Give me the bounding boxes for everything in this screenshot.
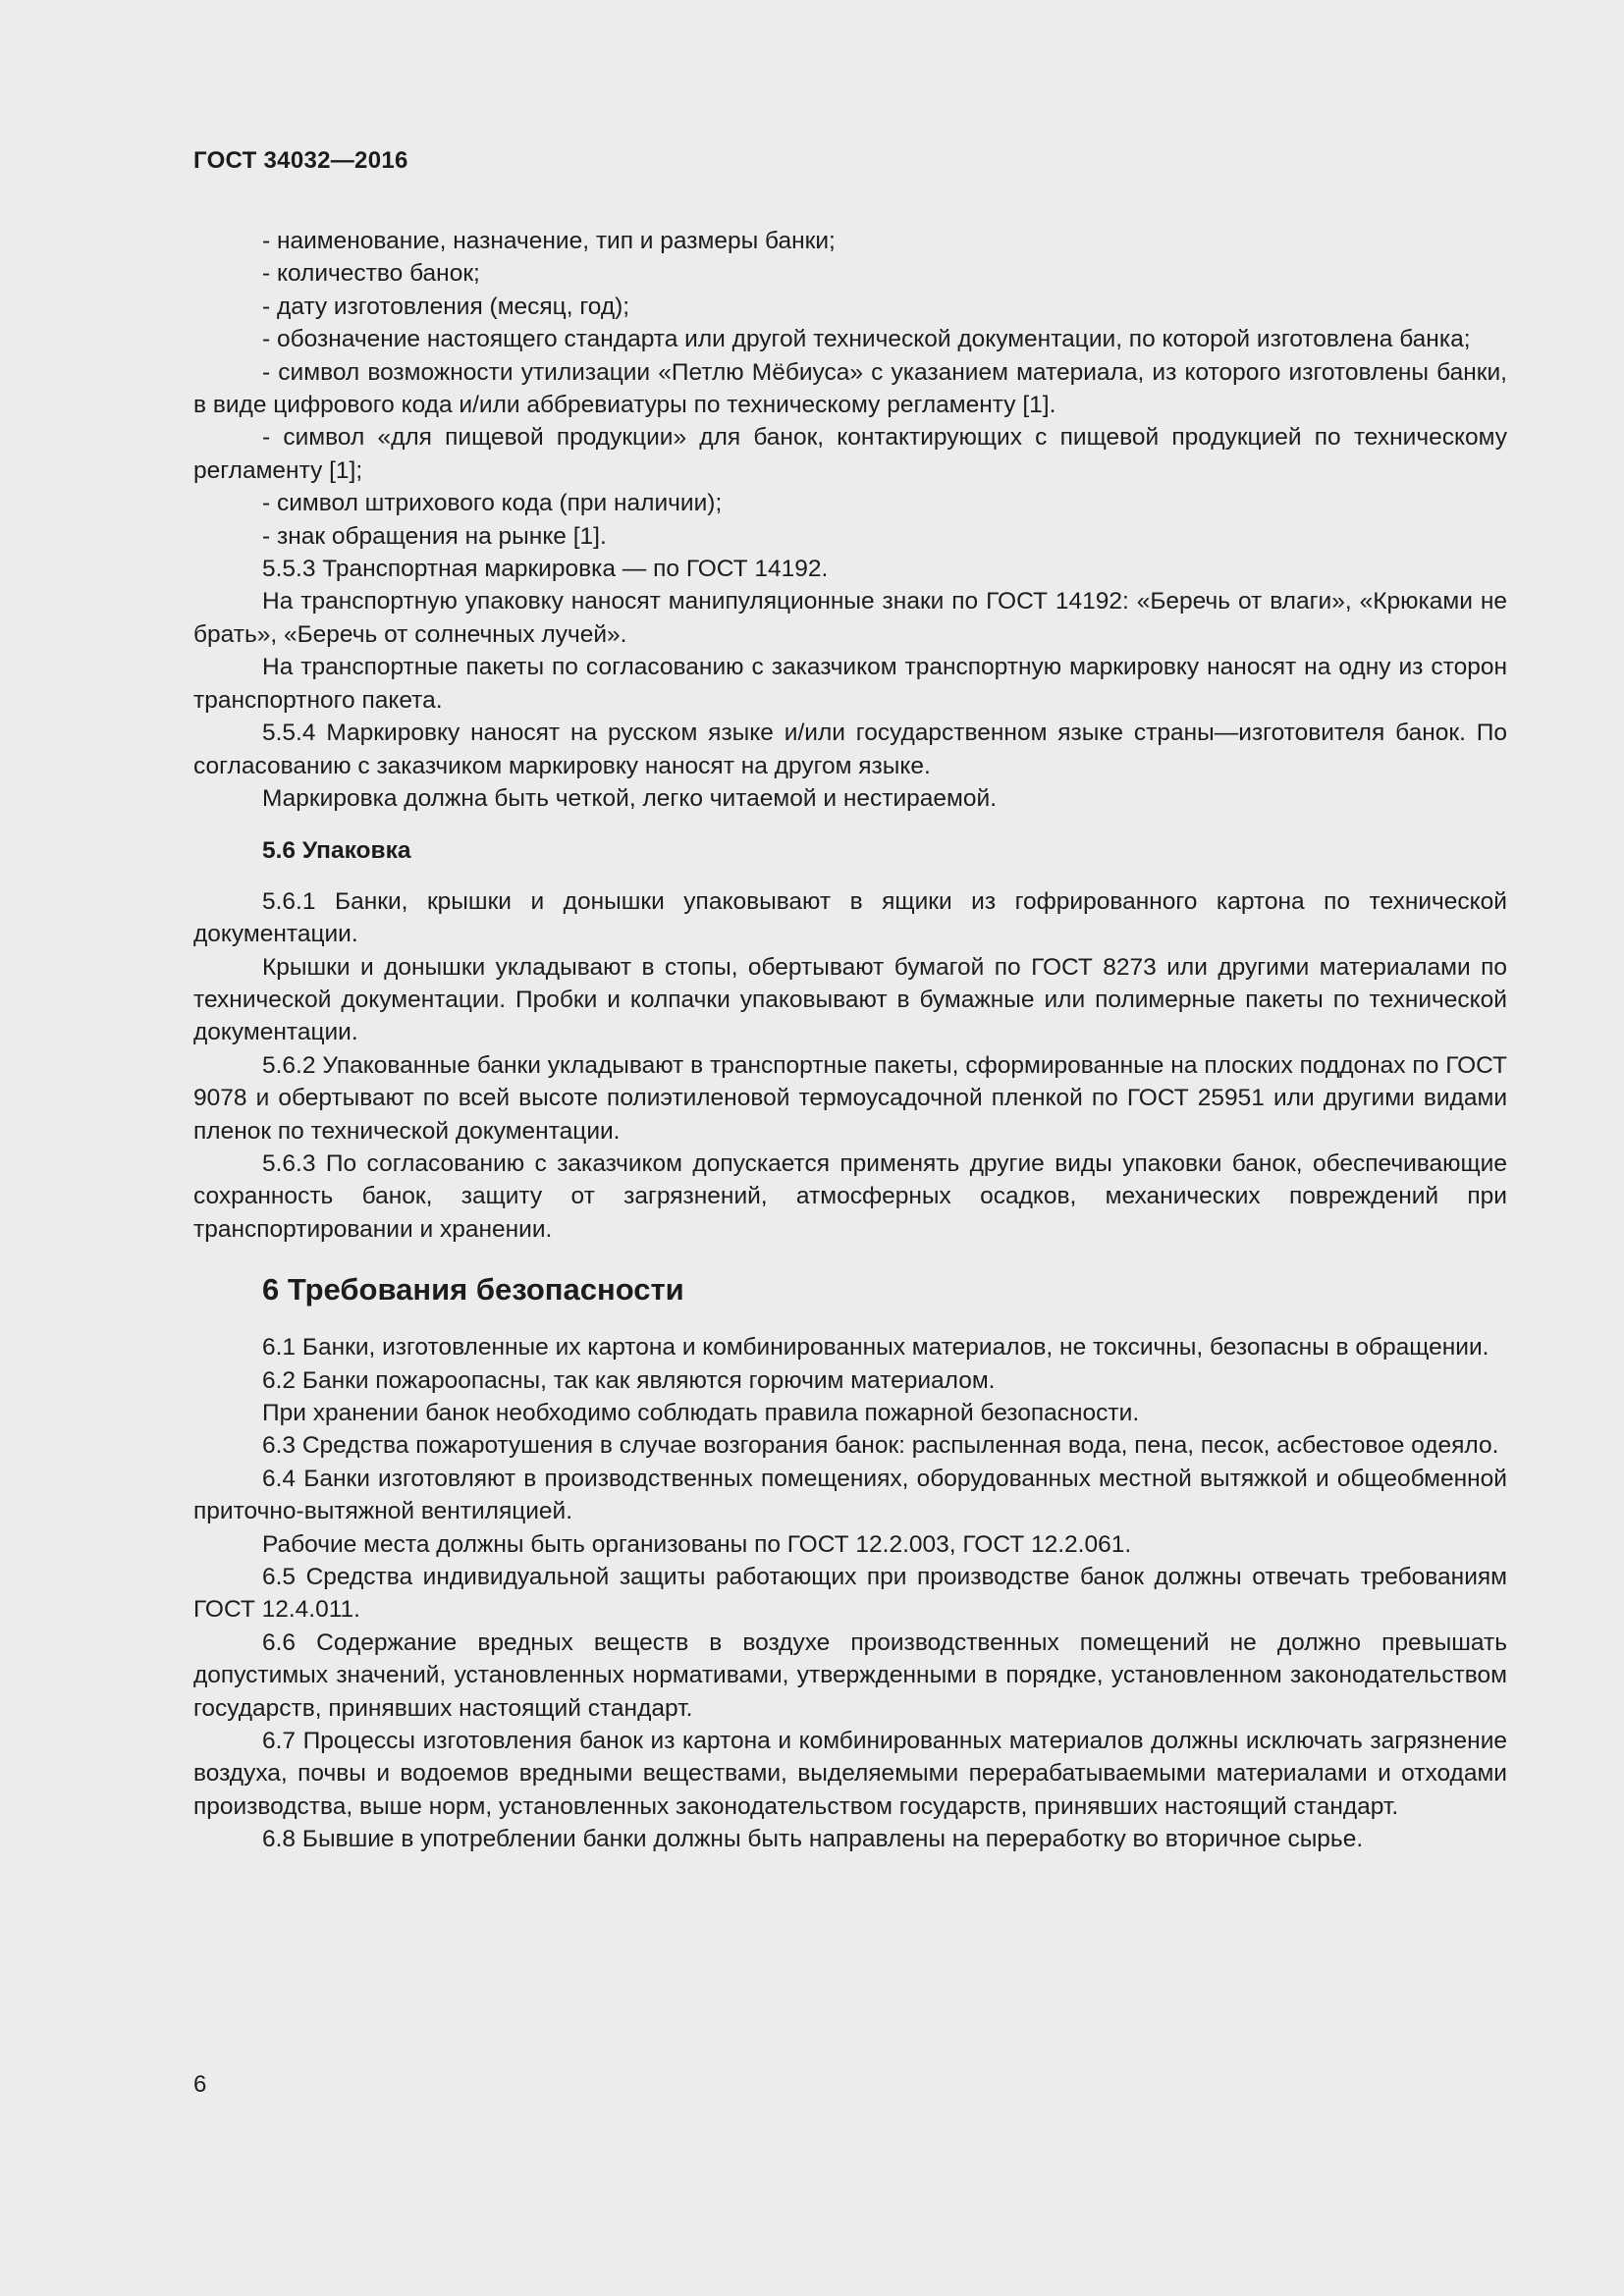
paragraph-marking-quality: Маркировка должна быть четкой, легко читаемой и нестираемой.	[262, 784, 998, 812]
clause-6-7: 6.7 Процессы изготовления банок из картона и комбинированных материалов должны исключать загрязнение воздуха, почвы и водоемов вредными веществами, выделяемыми перерабатываемыми материалами и отходами производства, выше норм, установленных законодательством государств, принявших настоящий стандарт.	[193, 1728, 1507, 1820]
clause-5-5-3: 5.5.3 Транспортная маркировка — по ГОСТ 14192.	[262, 556, 829, 583]
clause-6-1: 6.1 Банки, изготовленные их картона и комбинированных материалов, не токсичны, безопасны в обращении.	[262, 1334, 1489, 1362]
clause-6-6: 6.6 Содержание вредных веществ в воздухе производственных помещений не должно превышать допустимых значений, установленных нормативами, утвержденными в порядке, установленном законодательством государств, принявших настоящий стандарт.	[193, 1629, 1507, 1722]
clause-5-6-2: 5.6.2 Упакованные банки укладывают в транспортные пакеты, сформированные на плоских поддонах по ГОСТ 9078 и обертывают по всей высоте полиэтиленовой термоусадочной пленкой по ГОСТ 25951 или другими видами пленок по технической документации.	[193, 1051, 1507, 1145]
clause-6-8: 6.8 Бывшие в употреблении банки должны быть направлены на переработку во вторичное сырье.	[262, 1826, 1364, 1853]
section-title-safety: 6 Требования безопасности	[262, 1272, 684, 1308]
clause-6-3: 6.3 Средства пожаротушения в случае возгорания банок: распыленная вода, пена, песок, асбестовое одеяло.	[262, 1432, 1499, 1460]
document-body	[193, 225, 1507, 1856]
standard-header: ГОСТ 34032—2016	[193, 147, 408, 174]
clause-5-5-4: 5.5.4 Маркировку наносят на русском языке и/или государственном языке страны—изготовителя банок. По согласованию с заказчиком маркировку наносят на другом языке.	[193, 720, 1507, 779]
paragraph-lids-stacking: Крышки и донышки укладывают в стопы, обертывают бумагой по ГОСТ 8273 или другими материалами по технической документации. Пробки и колпачки упаковывают в бумажные или полимерные пакеты по технической документации.	[193, 953, 1507, 1046]
page-number: 6	[193, 2071, 207, 2098]
clause-6-2: 6.2 Банки пожароопасны, так как являются горючим материалом.	[262, 1366, 996, 1394]
paragraph-fire-safety: При хранении банок необходимо соблюдать правила пожарной безопасности.	[262, 1400, 1140, 1426]
list-item-recycling-symbol: - символ возможности утилизации «Петлю Мёбиуса» с указанием материала, из которого изготовлены банки, в виде цифрового кода и/или аббревиатуры по техническому регламенту [1].	[193, 358, 1507, 419]
subsection-title-packaging: 5.6 Упаковка	[262, 837, 411, 865]
paragraph-transport-packages: На транспортные пакеты по согласованию с заказчиком транспортную маркировку наносят на одну из сторон транспортного пакета.	[193, 654, 1507, 714]
clause-6-5: 6.5 Средства индивидуальной защиты работающих при производстве банок должны отвечать требованиям ГОСТ 12.4.011.	[193, 1564, 1507, 1624]
clause-6-4: 6.4 Банки изготовляют в производственных помещениях, оборудованных местной вытяжкой и общеобменной приточно-вытяжной вентиляцией.	[193, 1465, 1507, 1525]
list-item-designation: - обозначение настоящего стандарта или другой технической документации, по которой изготовлена банка;	[262, 326, 1471, 353]
list-item-quantity: - количество банок;	[262, 260, 480, 288]
list-item-food-symbol: - символ «для пищевой продукции» для банок, контактирующих с пищевой продукцией по техническому регламенту [1];	[193, 424, 1507, 484]
list-item-market-sign: - знак обращения на рынке [1].	[262, 522, 607, 550]
clause-5-6-3: 5.6.3 По согласованию с заказчиком допускается применять другие виды упаковки банок, обеспечивающие сохранность банок, защиту от загрязнений, атмосферных осадков, механических повреждений при транспортировании и хранении.	[193, 1149, 1507, 1243]
list-item-name: - наименование, назначение, тип и размеры банки;	[262, 228, 836, 254]
clause-5-6-1: 5.6.1 Банки, крышки и донышки упаковывают в ящики из гофрированного картона по технической документации.	[193, 887, 1507, 948]
paragraph-workplaces: Рабочие места должны быть организованы по ГОСТ 12.2.003, ГОСТ 12.2.061.	[262, 1530, 1132, 1558]
list-item-barcode: - символ штрихового кода (при наличии);	[262, 490, 723, 517]
paragraph-handling-signs: На транспортную упаковку наносят манипуляционные знаки по ГОСТ 14192: «Беречь от влаги», «Крюками не брать», «Беречь от солнечных лучей».	[193, 588, 1507, 648]
list-item-date: - дату изготовления (месяц, год);	[262, 293, 630, 320]
